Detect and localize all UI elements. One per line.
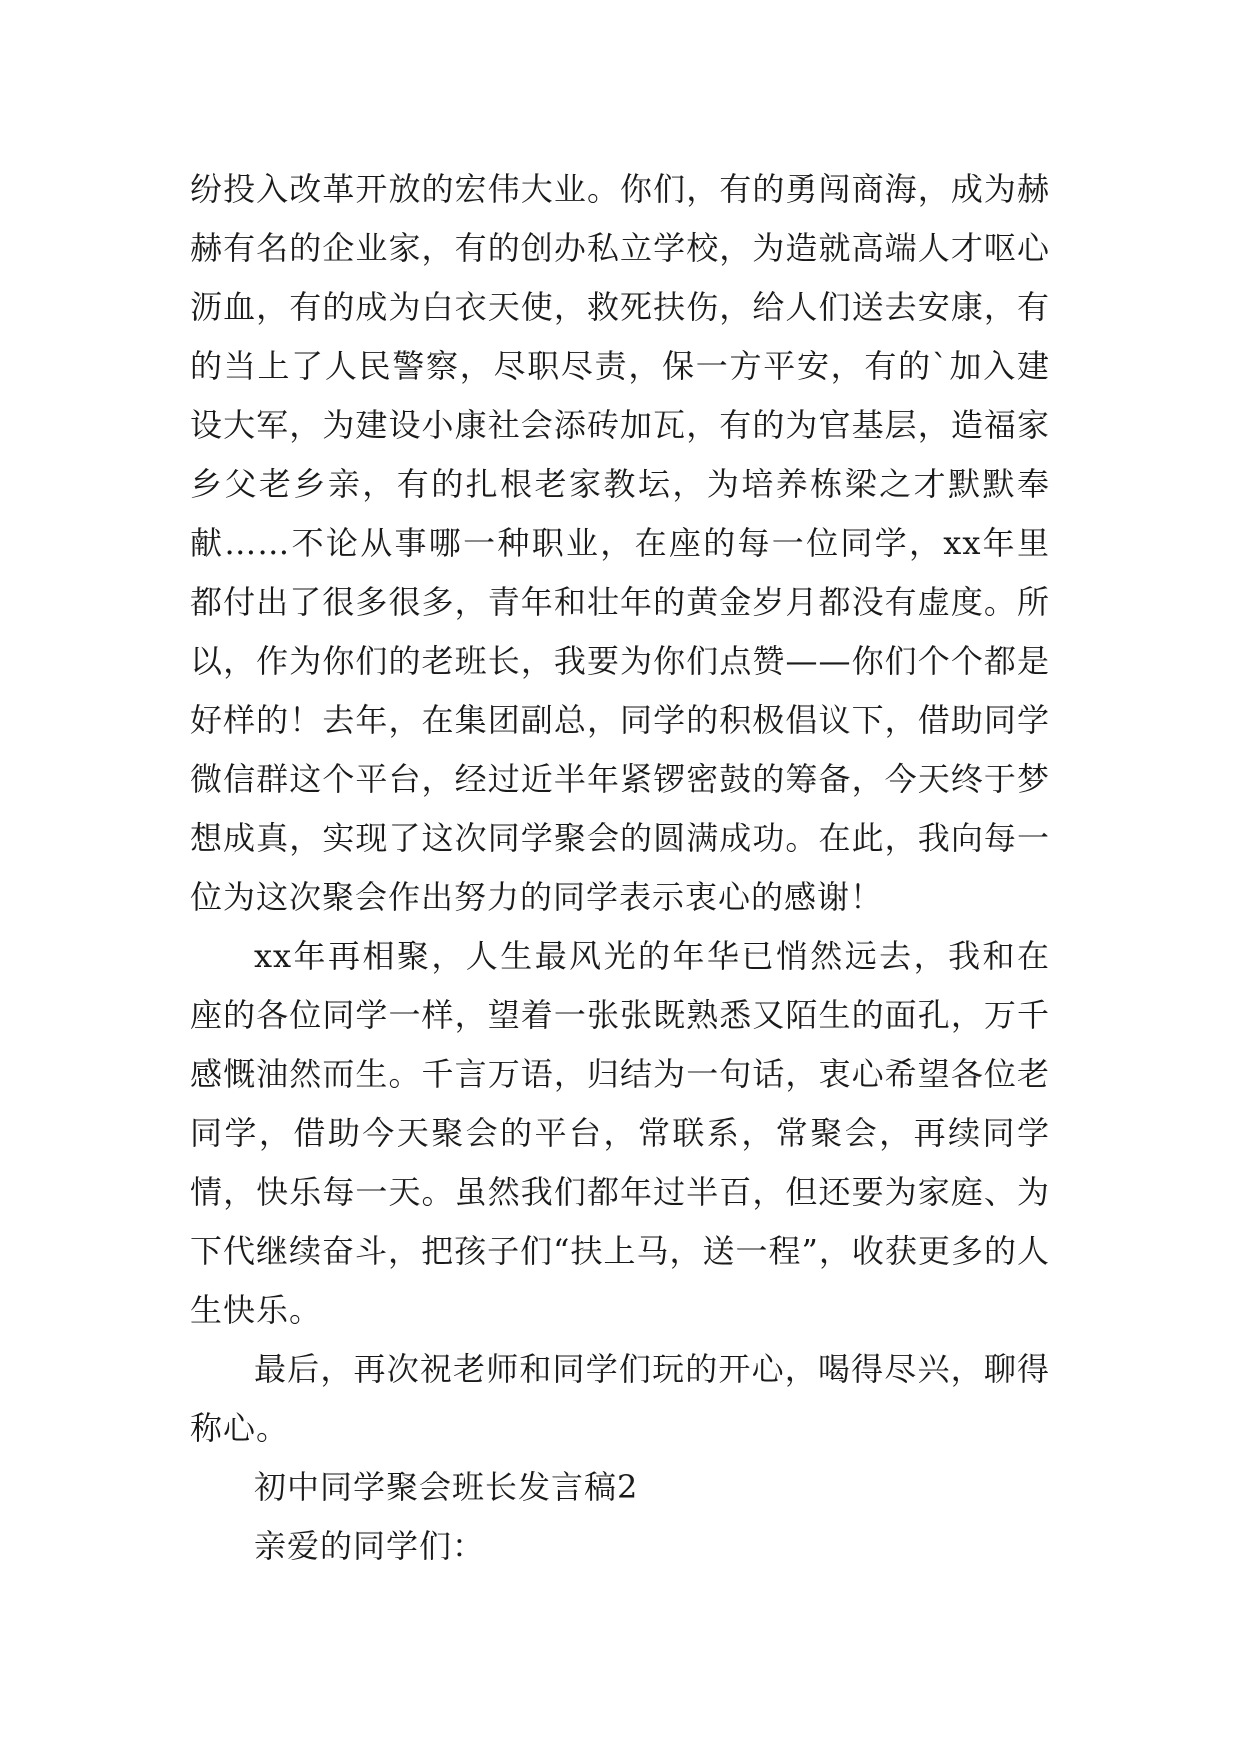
paragraph-achievements: 纷投入改革开放的宏伟大业。你们，有的勇闯商海，成为赫赫有名的企业家，有的创办私立学校，为造就高端人才呕心沥血，有的成为白衣天使，救死扶伤，给人们送去安康，有的当上了人民警察，尽职尽责，保一方平安，有的`加入建设大军，为建设小康社会添砖加瓦，有的为官基层，造福家乡父老乡亲，有的扎根老家教坛，为培养栋梁之才默默奉献……不论从事哪一种职业，在座的每一位同学，xx年里都付出了很多很多，青年和壮年的黄金岁月都没有虚度。所以，作为你们的老班长，我要为你们点赞——你们个个都是好样的！去年，在集团副总，同学的积极倡议下，借助同学微信群这个平台，经过近半年紧锣密鼓的筹备，今天终于梦想成真，实现了这次同学聚会的圆满成功。在此，我向每一位为这次聚会作出努力的同学表示衷心的感谢！ (190, 170, 1050, 916)
document-body (190, 160, 1050, 1576)
speech-title-2: 初中同学聚会班长发言稿2 (254, 1468, 639, 1506)
paragraph-closing: 最后，再次祝老师和同学们玩的开心，喝得尽兴，聊得称心。 (190, 1350, 1050, 1447)
speech-salutation: 亲爱的同学们： (254, 1527, 486, 1565)
paragraph-reunion-wishes: xx年再相聚，人生最风光的年华已悄然远去，我和在座的各位同学一样，望着一张张既熟悉又陌生的面孔，万千感慨油然而生。千言万语，归结为一句话，衷心希望各位老同学，借助今天聚会的平台，常联系，常聚会，再续同学情，快乐每一天。虽然我们都年过半百，但还要为家庭、为下代继续奋斗，把孩子们“扶上马，送一程”，收获更多的人生快乐。 (190, 937, 1050, 1329)
